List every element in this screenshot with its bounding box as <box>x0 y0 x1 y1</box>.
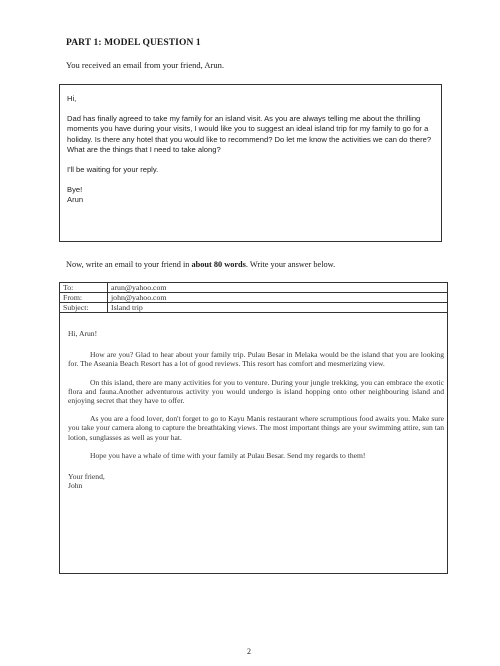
to-value: arun@yahoo.com <box>108 283 448 293</box>
reply-paragraph: How are you? Glad to hear about your family trip. Pulau Besar in Melaka would be the island that you are looking for. The Aseania Beach Resort has a lot of good reviews. This resort has comfort and mesmerizing view. <box>68 350 444 369</box>
instruction-prefix: Now, write an email to your friend in <box>66 260 192 269</box>
reply-name: John <box>68 481 83 491</box>
reply-paragraph: Hope you have a whale of time with your family at Pulau Besar. Send my regards to them! <box>90 450 366 460</box>
email-greeting: Hi, <box>67 94 77 103</box>
from-value: john@yahoo.com <box>108 293 448 303</box>
email-header-table <box>60 283 447 313</box>
section-heading: PART 1: MODEL QUESTION 1 <box>66 38 201 48</box>
answer-email-box <box>59 282 448 574</box>
to-row <box>60 283 447 293</box>
email-body: Dad has finally agreed to take my family for an island visit. As you are always telling me about the thrilling moments you have during your visits, I would like you to suggest an ideal island trip for my family to go for a holiday. Is there any hotel that you would like to recommend? Do let me know the activities we can do there? What are the things that I need to take along? <box>67 113 432 155</box>
from-row <box>60 293 447 303</box>
email-signature: Arun <box>67 195 84 205</box>
subject-label: Subject: <box>60 303 108 313</box>
reply-closing: Your friend, <box>68 472 105 482</box>
reply-paragraph: On this island, there are many activities for you to venture. During your jungle trekking, you can embrace the exotic flora and fauna.Another adventurous activity you would undergo is island hopping onto other neighbouring island and enjoying secret that they have to offer. <box>68 377 444 406</box>
reply-body <box>68 329 444 490</box>
subject-value: Island trip <box>108 303 448 313</box>
email-signoff: Bye! <box>67 184 83 194</box>
reply-salutation: Hi, Arun! <box>68 329 98 338</box>
from-label: From: <box>60 293 108 303</box>
page-number: 2 <box>247 647 251 656</box>
reply-paragraph: As you are a food lover, don't forget to go to Kayu Manis restaurant where scrumptious food awaits you. Make sure you take your camera along to capture the breathtaking views. The most important things are your swimming attire, sun tan lotion, sunglasses as well as your hat. <box>68 414 444 442</box>
intro-text: You received an email from your friend, Arun. <box>66 60 224 70</box>
to-label: To: <box>60 283 108 293</box>
instruction-word-count: about 80 words <box>191 260 246 269</box>
task-instruction <box>66 260 335 269</box>
instruction-suffix: . Write your answer below. <box>245 260 336 269</box>
subject-row <box>60 303 447 313</box>
friend-email-box <box>59 84 442 242</box>
email-waiting-line: I'll be waiting for your reply. <box>67 164 159 174</box>
